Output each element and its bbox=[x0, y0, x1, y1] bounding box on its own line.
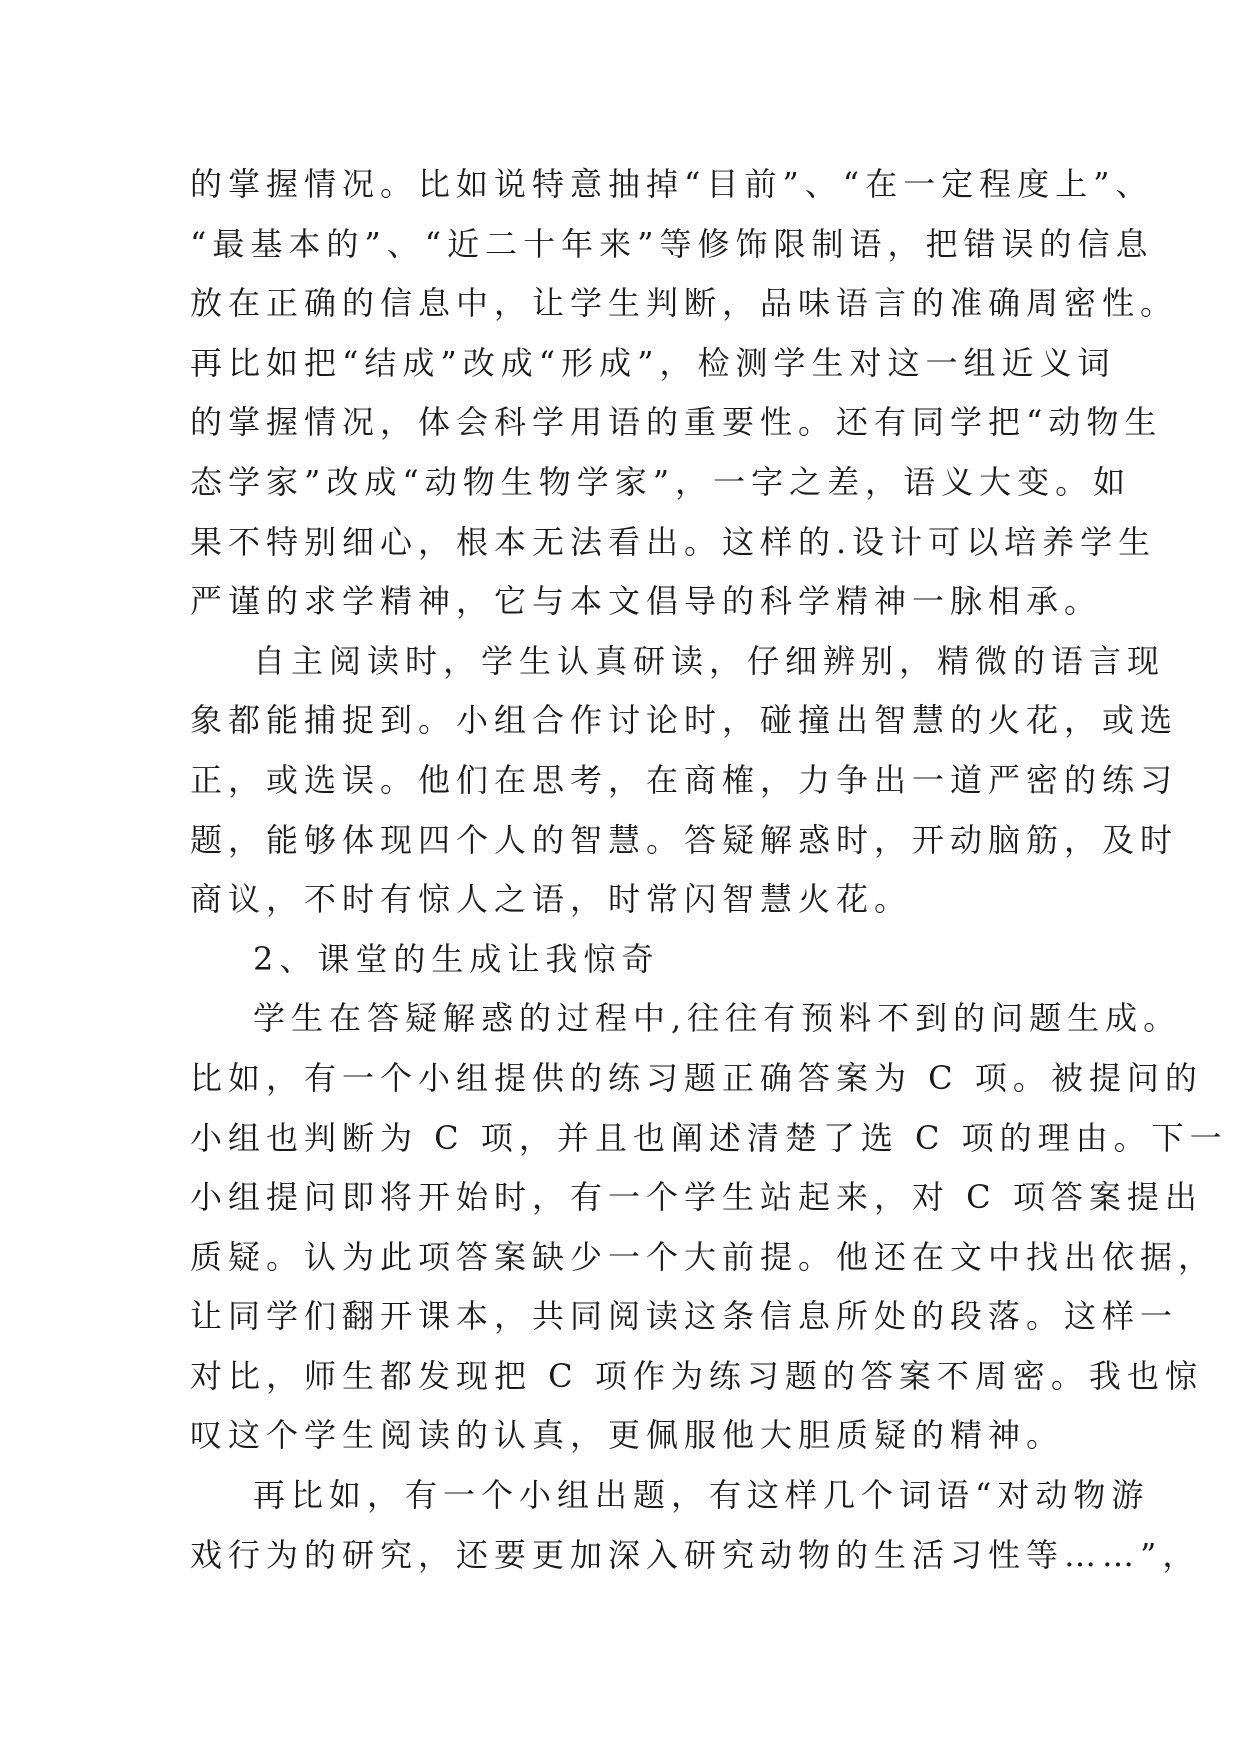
text-line: 态学家”改成“动物生物学家”，一字之差，语义大变。如 bbox=[190, 462, 1132, 501]
text-line: 自主阅读时，学生认真研读，仔细辨别，精微的语言现 bbox=[253, 641, 1166, 680]
text-line: 的掌握情况，体会科学用语的重要性。还有同学把“动物生 bbox=[190, 403, 1163, 442]
text-line: 2、课堂的生成让我惊奇 bbox=[253, 939, 660, 978]
text-line: 对比，师生都发现把 C 项作为练习题的答案不周密。我也惊 bbox=[190, 1356, 1203, 1395]
text-line: 的掌握情况。比如说特意抽掉“目前”、“在一定程度上”、 bbox=[190, 165, 1154, 203]
text-line: 再比如把“结成”改成“形成”，检测学生对这一组近义词 bbox=[190, 343, 1116, 382]
document-body bbox=[190, 155, 1228, 1585]
text-line: 学生在答疑解惑的过程中,往往有预料不到的问题生成。 bbox=[253, 999, 1182, 1038]
text-line: 题，能够体现四个人的智慧。答疑解惑时，开动脑筋，及时 bbox=[190, 820, 1179, 859]
text-line: 放在正确的信息中，让学生判断，品味语言的准确周密性。 bbox=[190, 284, 1179, 323]
text-line: “最基本的”、“近二十年来”等修饰限制语，把错误的信息 bbox=[190, 224, 1154, 263]
text-line: 让同学们翻开课本，共同阅读这条信息所处的段落。这样一 bbox=[190, 1297, 1179, 1336]
text-line: 果不特别细心，根本无法看出。这样的.设计可以培养学生 bbox=[190, 522, 1157, 561]
text-line: 叹这个学生阅读的认真，更佩服他大胆质疑的精神。 bbox=[190, 1416, 1065, 1455]
text-line: 商议，不时有惊人之语，时常闪智慧火花。 bbox=[190, 880, 913, 919]
text-line: 再比如，有一个小组出题，有这样几个词语“对动物游 bbox=[253, 1476, 1150, 1515]
text-line: 质疑。认为此项答案缺少一个大前提。他还在文中找出依据， bbox=[190, 1237, 1217, 1276]
text-line: 严谨的求学精神，它与本文倡导的科学精神一脉相承。 bbox=[190, 582, 1103, 621]
text-line: 正，或选误。他们在思考，在商榷，力争出一道严密的练习 bbox=[190, 760, 1179, 799]
text-line: 象都能捕捉到。小组合作讨论时，碰撞出智慧的火花，或选 bbox=[190, 701, 1179, 740]
text-lines bbox=[190, 155, 1228, 1585]
text-line: 比如，有一个小组提供的练习题正确答案为 C 项。被提问的 bbox=[190, 1058, 1203, 1097]
text-line: 戏行为的研究，还要更加深入研究动物的生活习性等……”， bbox=[190, 1535, 1201, 1574]
text-line: 小组提问即将开始时，有一个学生站起来，对 C 项答案提出 bbox=[190, 1178, 1203, 1217]
text-line: 小组也判断为 C 项，并且也阐述清楚了选 C 项的理由。下一 bbox=[190, 1118, 1228, 1157]
